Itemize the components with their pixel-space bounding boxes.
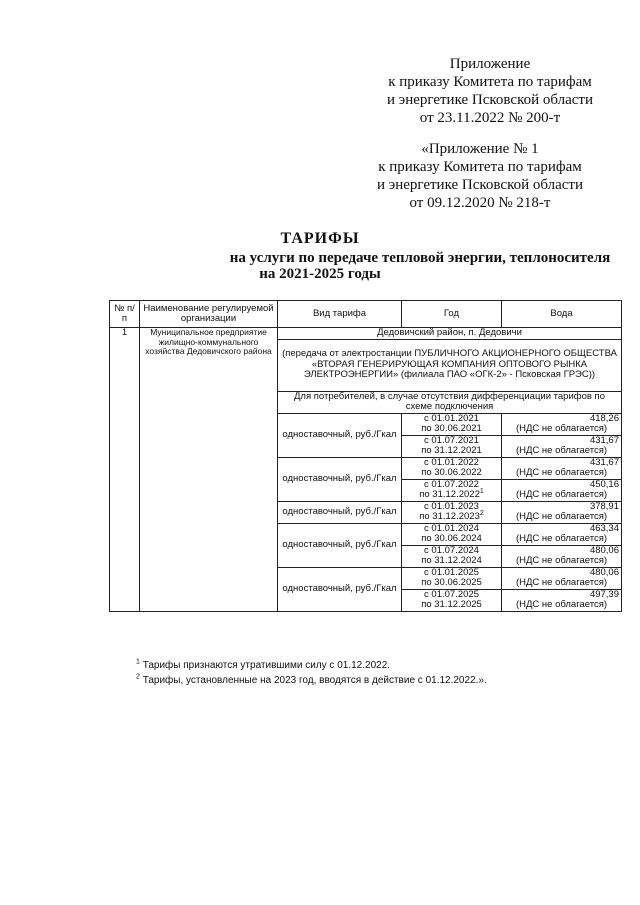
period-cell: с 01.01.2022 по 30.06.2022 bbox=[402, 457, 502, 479]
value-cell: 431,67 (НДС не облагается) bbox=[502, 457, 622, 479]
appendix-line: «Приложение № 1 bbox=[421, 141, 539, 157]
appendix-original-order bbox=[350, 140, 610, 212]
period-cell: с 01.01.2021 по 30.06.2021 bbox=[402, 413, 502, 435]
value-cell: 378,91 (НДС не облагается) bbox=[502, 501, 622, 523]
appendix-line: к приказу Комитета по тарифам bbox=[388, 74, 592, 90]
value-cell: 480,06 (НДС не облагается) bbox=[502, 545, 622, 567]
footnote-mark: 2 bbox=[479, 509, 484, 517]
tariff-type-cell: одноставочный, руб./Гкал bbox=[278, 413, 402, 457]
value-cell: 418,26 (НДС не облагается) bbox=[502, 413, 622, 435]
row-number: 1 bbox=[110, 328, 140, 612]
value-cell: 450,16 (НДС не облагается) bbox=[502, 479, 622, 501]
header-type: Вид тарифа bbox=[278, 301, 402, 328]
tariff-type-cell: одноставочный, руб./Гкал bbox=[278, 567, 402, 611]
tariff-type-cell: одноставочный, руб./Гкал bbox=[278, 523, 402, 567]
value-cell: 463,34 (НДС не облагается) bbox=[502, 523, 622, 545]
table-row bbox=[110, 328, 622, 340]
consumers-note-cell: Для потребителей, в случае отсутствия дифференциации тарифов по схеме подключения bbox=[278, 391, 622, 413]
district-cell: Дедовичский район, п. Дедовичи bbox=[278, 328, 622, 340]
document-period: на 2021-2025 годы bbox=[259, 266, 381, 282]
header-water: Вода bbox=[502, 301, 622, 328]
tariff-table bbox=[109, 300, 622, 612]
value-cell: 431,67 (НДС не облагается) bbox=[502, 435, 622, 457]
tariff-type-cell: одноставочный, руб./Гкал bbox=[278, 457, 402, 501]
transfer-note-cell: (передача от электростанции ПУБЛИЧНОГО АКЦИОНЕРНОГО ОБЩЕСТВА «ВТОРАЯ ГЕНЕРИРУЮЩАЯ КОМПАНИЯ ОПТОВОГО РЫНКА ЭЛЕКТРОЭНЕРГИИ» (филиала ПАО «ОГК-2» - Псковская ГРЭС)) bbox=[278, 339, 622, 391]
period-cell: с 01.07.2024 по 31.12.2024 bbox=[402, 545, 502, 567]
header-num: № п/п bbox=[110, 301, 140, 328]
appendix-line: и энергетике Псковской области bbox=[376, 177, 584, 193]
header-org: Наименование регулируемой организации bbox=[140, 301, 278, 328]
organization-name: Муниципальное предприятие жилищно-коммунального хозяйства Дедовичского района bbox=[140, 328, 278, 612]
appendix-line: от 23.11.2022 № 200-т bbox=[419, 110, 561, 126]
period-cell: с 01.01.2025 по 30.06.2025 bbox=[402, 567, 502, 589]
appendix-line: к приказу Комитета по тарифам bbox=[378, 159, 582, 175]
table-header-row bbox=[110, 301, 622, 328]
document-title: ТАРИФЫ bbox=[280, 230, 360, 247]
appendix-line: от 09.12.2020 № 218-т bbox=[409, 195, 551, 211]
period-cell: с 01.07.2022 по 31.12.2022$^1$ bbox=[402, 479, 502, 501]
footnote-1: $^1$ Тарифы признаются утратившими силу с 01.12.2022. bbox=[136, 658, 391, 671]
footnote-mark: 1 bbox=[479, 487, 484, 495]
tariff-type-cell: одноставочный, руб./Гкал bbox=[278, 501, 402, 523]
period-cell: с 01.07.2021 по 31.12.2021 bbox=[402, 435, 502, 457]
value-cell: 480,06 (НДС не облагается) bbox=[502, 567, 622, 589]
period-cell: с 01.07.2025 по 31.12.2025 bbox=[402, 589, 502, 611]
appendix-line: и энергетике Псковской области bbox=[386, 92, 594, 108]
appendix-current-order bbox=[360, 55, 620, 127]
footnote-2: $^2$ Тарифы, установленные на 2023 год, вводятся в действие с 01.12.2022.». bbox=[136, 673, 487, 686]
header-year: Год bbox=[402, 301, 502, 328]
appendix-line: Приложение bbox=[449, 56, 531, 72]
document-subtitle: на услуги по передаче тепловой энергии, теплоносителя bbox=[229, 250, 611, 266]
value-cell: 497,39 (НДС не облагается) bbox=[502, 589, 622, 611]
period-cell: с 01.01.2023 по 31.12.2023$^2$ bbox=[402, 501, 502, 523]
period-cell: с 01.01.2024 по 30.06.2024 bbox=[402, 523, 502, 545]
